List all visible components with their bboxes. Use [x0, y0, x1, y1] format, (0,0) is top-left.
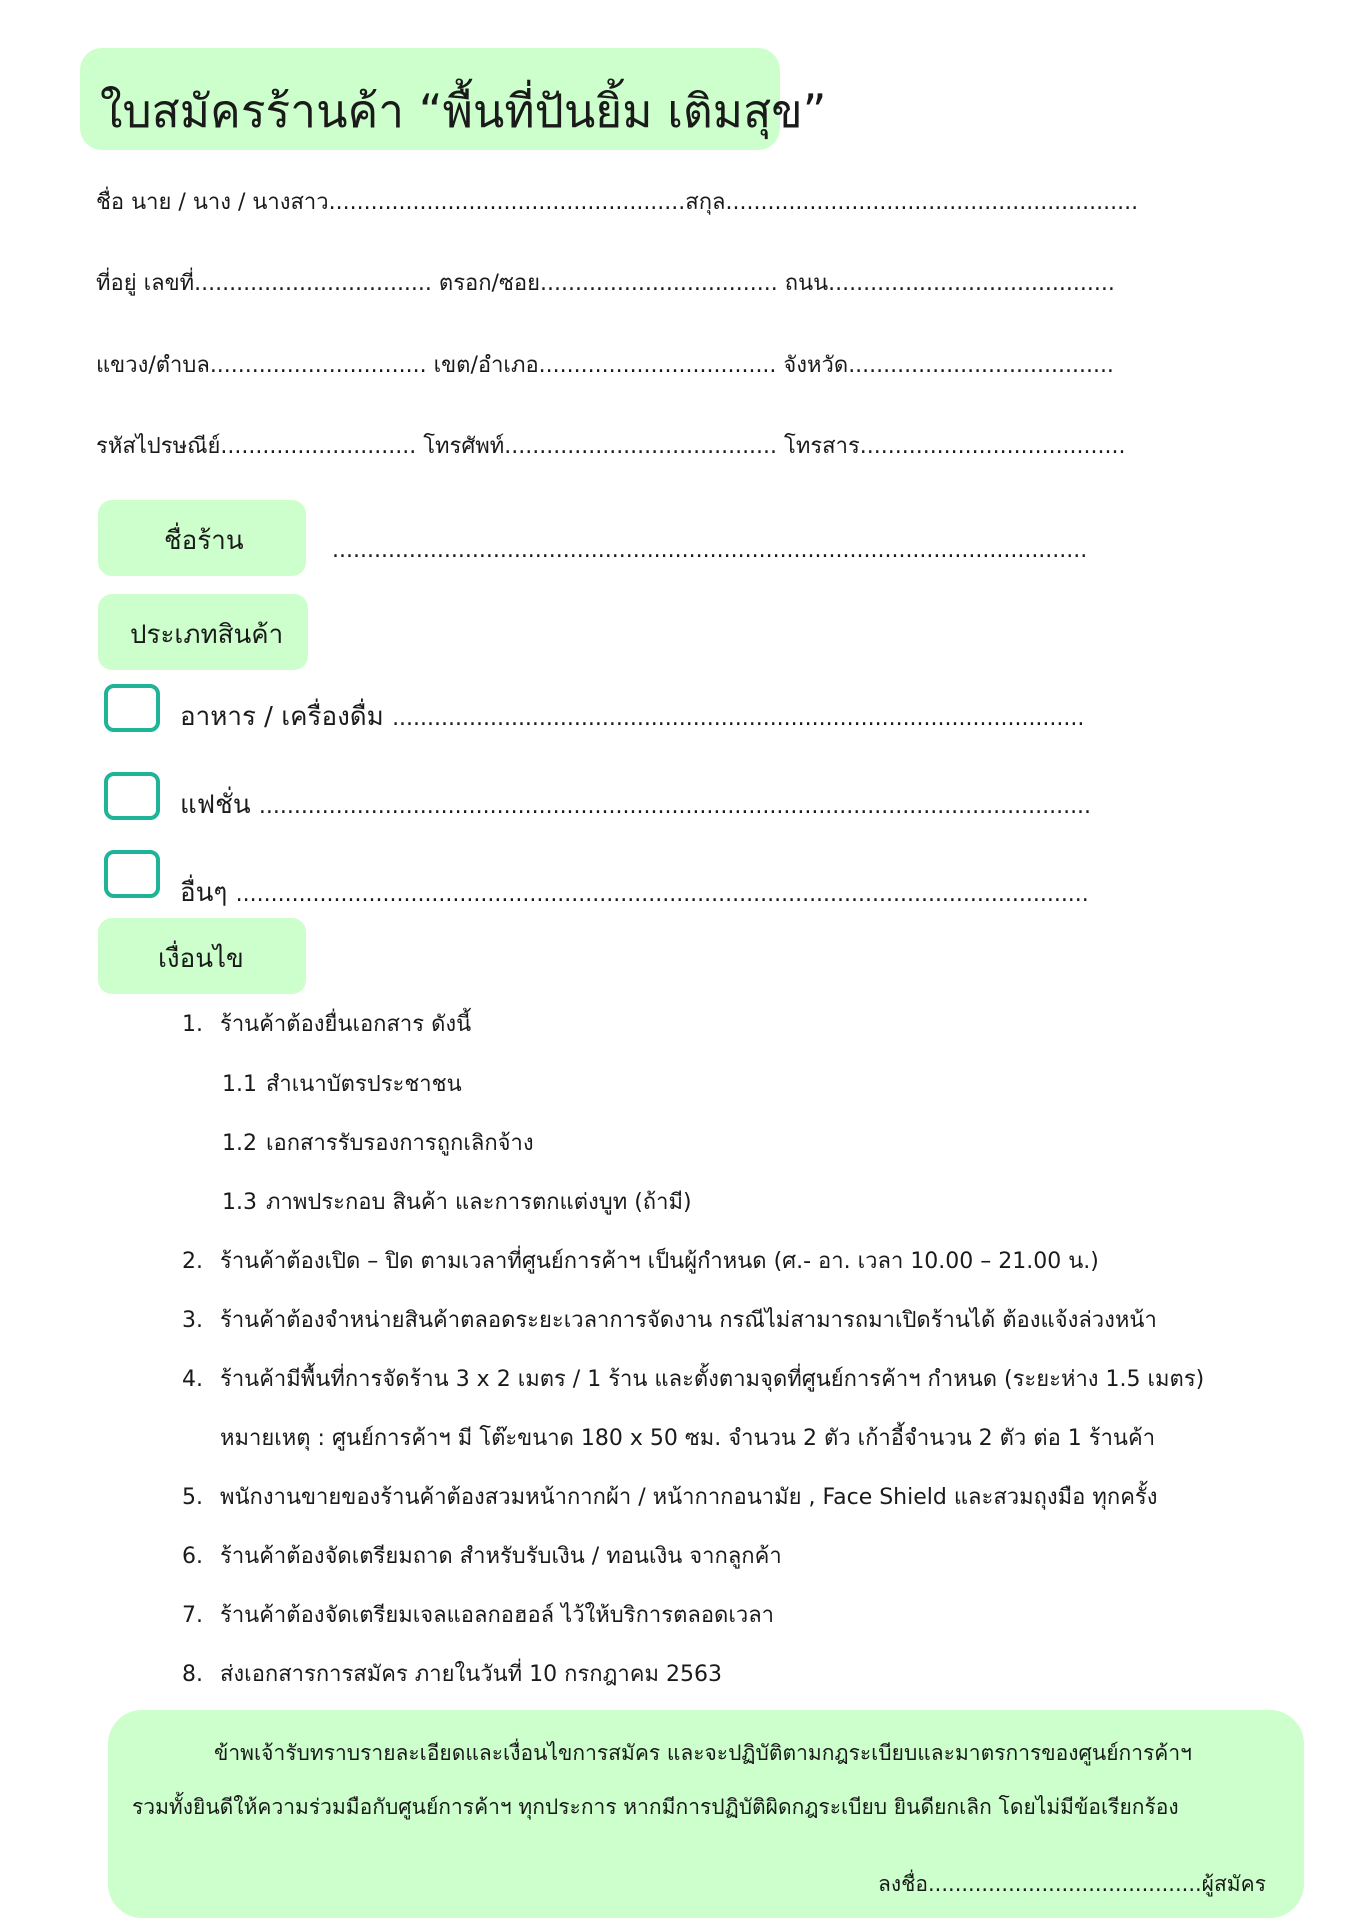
condition-text: หมายเหตุ : ศูนย์การค้าฯ มี โต๊ะขนาด 180 x 50 ซม. จำนวน 2 ตัว เก้าอี้จำนวน 2 ตัว ต่อ 1 ร้านค้า [220, 1426, 1156, 1451]
other-option [180, 872, 1089, 913]
condition-item [182, 1006, 471, 1041]
condition-text: ร้านค้าต้องยื่นเอกสาร ดังนี้ [220, 1012, 472, 1037]
fashion-checkbox[interactable] [104, 772, 160, 820]
condition-item [182, 1656, 722, 1691]
condition-subitem [222, 1125, 534, 1160]
other-field[interactable]: .......................................................................................................................... [235, 882, 1089, 907]
other-checkbox[interactable] [104, 850, 160, 898]
page-title: ใบสมัครร้านค้า “พื้นที่ปันยิ้ม เติมสุข” [100, 84, 827, 138]
condition-text: ร้านค้าต้องเปิด – ปิด ตามเวลาที่ศูนย์การค้าฯ เป็นผู้กำหนด (ศ.- อา. เวลา 10.00 – 21.00 น.) [220, 1249, 1099, 1274]
condition-text: ภาพประกอบ สินค้า และการตกแต่งบูท (ถ้ามี) [266, 1190, 692, 1215]
condition-note [182, 1420, 1155, 1455]
agreement-line-1: ข้าพเจ้ารับทราบรายละเอียดและเงื่อนไขการสมัคร และจะปฏิบัติตามกฎระเบียบและมาตรการของศูนย์การค้าฯ [214, 1741, 1192, 1765]
food-drink-field[interactable]: ................................................................................................... [392, 706, 1085, 731]
condition-item [182, 1361, 1204, 1396]
fashion-label: แฟชั่น [180, 790, 251, 820]
food-drink-option [180, 696, 1084, 737]
condition-number: 1. [182, 1012, 203, 1037]
condition-text: ร้านค้าต้องจัดเตรียมเจลแอลกอฮอล์ ไว้ให้บริการตลอดเวลา [220, 1603, 775, 1628]
district-field-line[interactable]: แขวง/ตำบล............................... เขต/อำเภอ.................................. จังหวัด...................................... [96, 353, 1114, 378]
agreement-line-2: รวมทั้งยินดีให้ความร่วมมือกับศูนย์การค้าฯ ทุกประการ หากมีการปฏิบัติผิดกฎระเบียบ ยินดียกเลิก โดยไม่มีข้อเรียกร้อง [132, 1795, 1179, 1819]
condition-item [182, 1302, 1157, 1337]
name-field-line[interactable]: ชื่อ นาย / นาง / นางสาว...................................................สกุล........................................................... [96, 190, 1139, 215]
condition-item [182, 1538, 782, 1573]
condition-number: 3. [182, 1308, 203, 1333]
condition-item [182, 1597, 774, 1632]
other-label: อื่นๆ [180, 878, 228, 908]
condition-text: เอกสารรับรองการถูกเลิกจ้าง [266, 1131, 534, 1156]
address-field-line[interactable]: ที่อยู่ เลขที่.................................. ตรอก/ซอย.................................. ถนน......................................... [96, 271, 1115, 296]
food-drink-checkbox[interactable] [104, 684, 160, 732]
condition-item [182, 1243, 1099, 1278]
shop-name-label: ชื่อร้าน [164, 526, 244, 556]
condition-subitem [222, 1066, 462, 1101]
food-drink-label: อาหาร / เครื่องดื่ม [180, 702, 384, 732]
fashion-field[interactable]: ....................................................................................................................... [258, 794, 1092, 819]
fashion-option [180, 784, 1091, 825]
condition-text: ส่งเอกสารการสมัคร ภายในวันที่ 10 กรกฎาคม 2563 [220, 1662, 722, 1687]
postal-phone-fax-line[interactable]: รหัสไปรษณีย์............................ โทรศัพท์....................................... โทรสาร...................................... [96, 434, 1126, 459]
condition-text: สำเนาบัตรประชาชน [266, 1072, 462, 1097]
condition-number: 7. [182, 1603, 203, 1628]
conditions-label: เงื่อนไข [158, 944, 244, 974]
condition-text: ร้านค้าต้องจำหน่ายสินค้าตลอดระยะเวลาการจัดงาน กรณีไม่สามารถมาเปิดร้านได้ ต้องแจ้งล่วงหน้า [220, 1308, 1157, 1333]
condition-item [182, 1479, 1157, 1514]
condition-number: 2. [182, 1249, 203, 1274]
condition-number: 1.3 [222, 1190, 257, 1215]
condition-text: พนักงานขายของร้านค้าต้องสวมหน้ากากผ้า / หน้ากากอนามัย , Face Shield และสวมถุงมือ ทุกครั้ง [220, 1485, 1158, 1510]
condition-number: 1.2 [222, 1131, 257, 1156]
signature-field[interactable]: ลงชื่อ.........................................ผู้สมัคร [878, 1872, 1266, 1896]
condition-number: 8. [182, 1662, 203, 1687]
product-type-label: ประเภทสินค้า [130, 620, 284, 650]
shop-name-field[interactable]: ............................................................................................................ [332, 538, 1088, 563]
condition-subitem [222, 1184, 692, 1219]
condition-text: ร้านค้ามีพื้นที่การจัดร้าน 3 x 2 เมตร / 1 ร้าน และตั้งตามจุดที่ศูนย์การค้าฯ กำหนด (ระยะห่าง 1.5 เมตร) [220, 1367, 1205, 1392]
condition-number: 1.1 [222, 1072, 257, 1097]
condition-text: ร้านค้าต้องจัดเตรียมถาด สำหรับรับเงิน / ทอนเงิน จากลูกค้า [220, 1544, 782, 1569]
condition-number: 5. [182, 1485, 203, 1510]
condition-number: 4. [182, 1367, 203, 1392]
condition-number: 6. [182, 1544, 203, 1569]
